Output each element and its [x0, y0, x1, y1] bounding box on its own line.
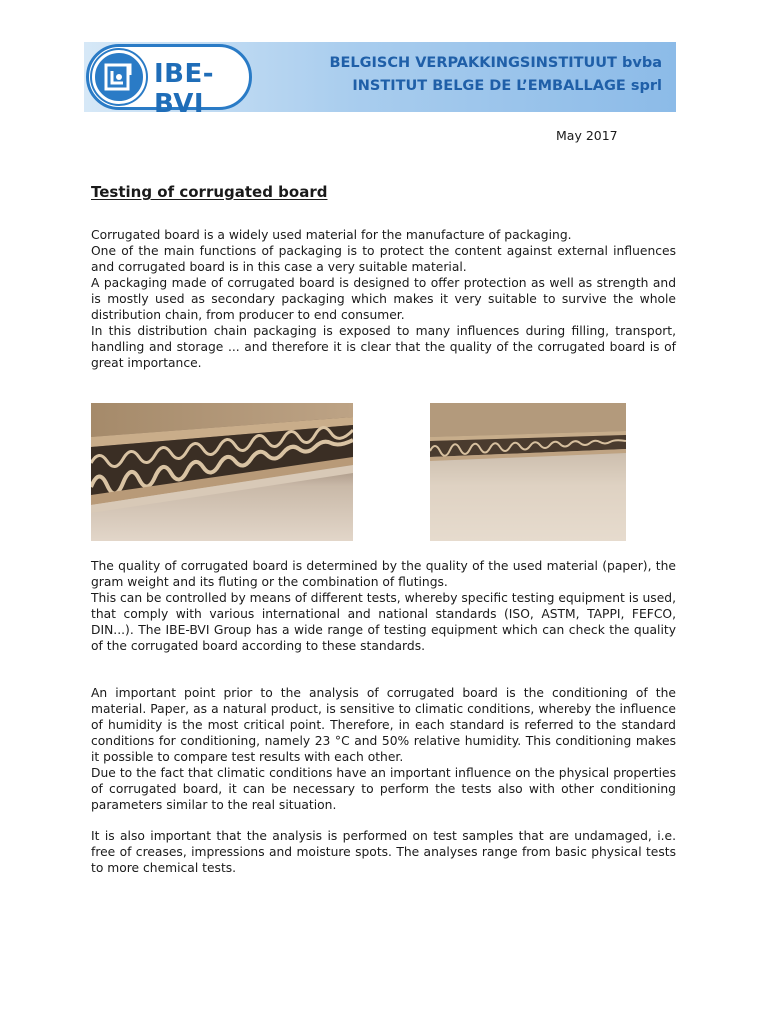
ibe-bvi-emblem-icon: [92, 50, 146, 104]
paragraph: Corrugated board is a widely used material for the manufacture of packaging.: [91, 228, 572, 242]
paragraph: This can be controlled by means of different tests, whereby specific testing equipment is used, that comply with various international and national standards (ISO, ASTM, TAPPI, FEFCO, DIN...). The IBE-BVI Group has a wide range of testing equipment which can check the quality of the corrugated board according to these standards.: [91, 591, 676, 653]
header-banner: [84, 42, 676, 112]
org-name-french: INSTITUT BELGE DE L’EMBALLAGE sprl: [352, 78, 662, 94]
corrugated-board-photo-closeup: [91, 403, 353, 541]
paragraph: The quality of corrugated board is determined by the quality of the used material (paper), the gram weight and its fluting or the combination of flutings.: [91, 559, 676, 589]
paragraph: An important point prior to the analysis of corrugated board is the conditioning of the material. Paper, as a natural product, is sensitive to climatic conditions, whereby the influence of humidity is the most critical point. Therefore, in each standard is referred to the standard conditions for conditioning, namely 23 °C and 50% relative humidity. This conditioning makes it possible to compare test results with each other.: [91, 686, 676, 764]
conditioning-section: [91, 685, 676, 813]
logo-text: IBE-BVI: [154, 59, 215, 112]
paragraph: Due to the fact that climatic conditions have an important influence on the physical properties of corrugated board, it can be necessary to perform the tests also with other conditioning parameters similar to the real situation.: [91, 766, 676, 812]
samples-section: [91, 828, 676, 876]
paragraph: It is also important that the analysis is performed on test samples that are undamaged, i.e. free of creases, impressions and moisture spots. The analyses range from basic physical tests to more chemical tests.: [91, 829, 676, 875]
org-name-dutch: BELGISCH VERPAKKINGSINSTITUUT bvba: [329, 55, 662, 71]
quality-section: [91, 558, 676, 654]
paragraph: One of the main functions of packaging is to protect the content against external influences and corrugated board is in this case a very suitable material.: [91, 244, 676, 274]
logo: [86, 44, 256, 110]
paragraph: In this distribution chain packaging is exposed to many influences during filling, transport, handling and storage ... and therefore it is clear that the quality of the corrugated board is of great importance.: [91, 324, 676, 370]
intro-section: [91, 227, 676, 371]
document-date: May 2017: [556, 128, 618, 143]
document-title: Testing of corrugated board: [91, 183, 328, 201]
paragraph: A packaging made of corrugated board is designed to offer protection as well as strength and is mostly used as secondary packaging which makes it very suitable to survive the whole distribution chain, from producer to end consumer.: [91, 276, 676, 322]
corrugated-board-photo-side: [430, 403, 626, 541]
